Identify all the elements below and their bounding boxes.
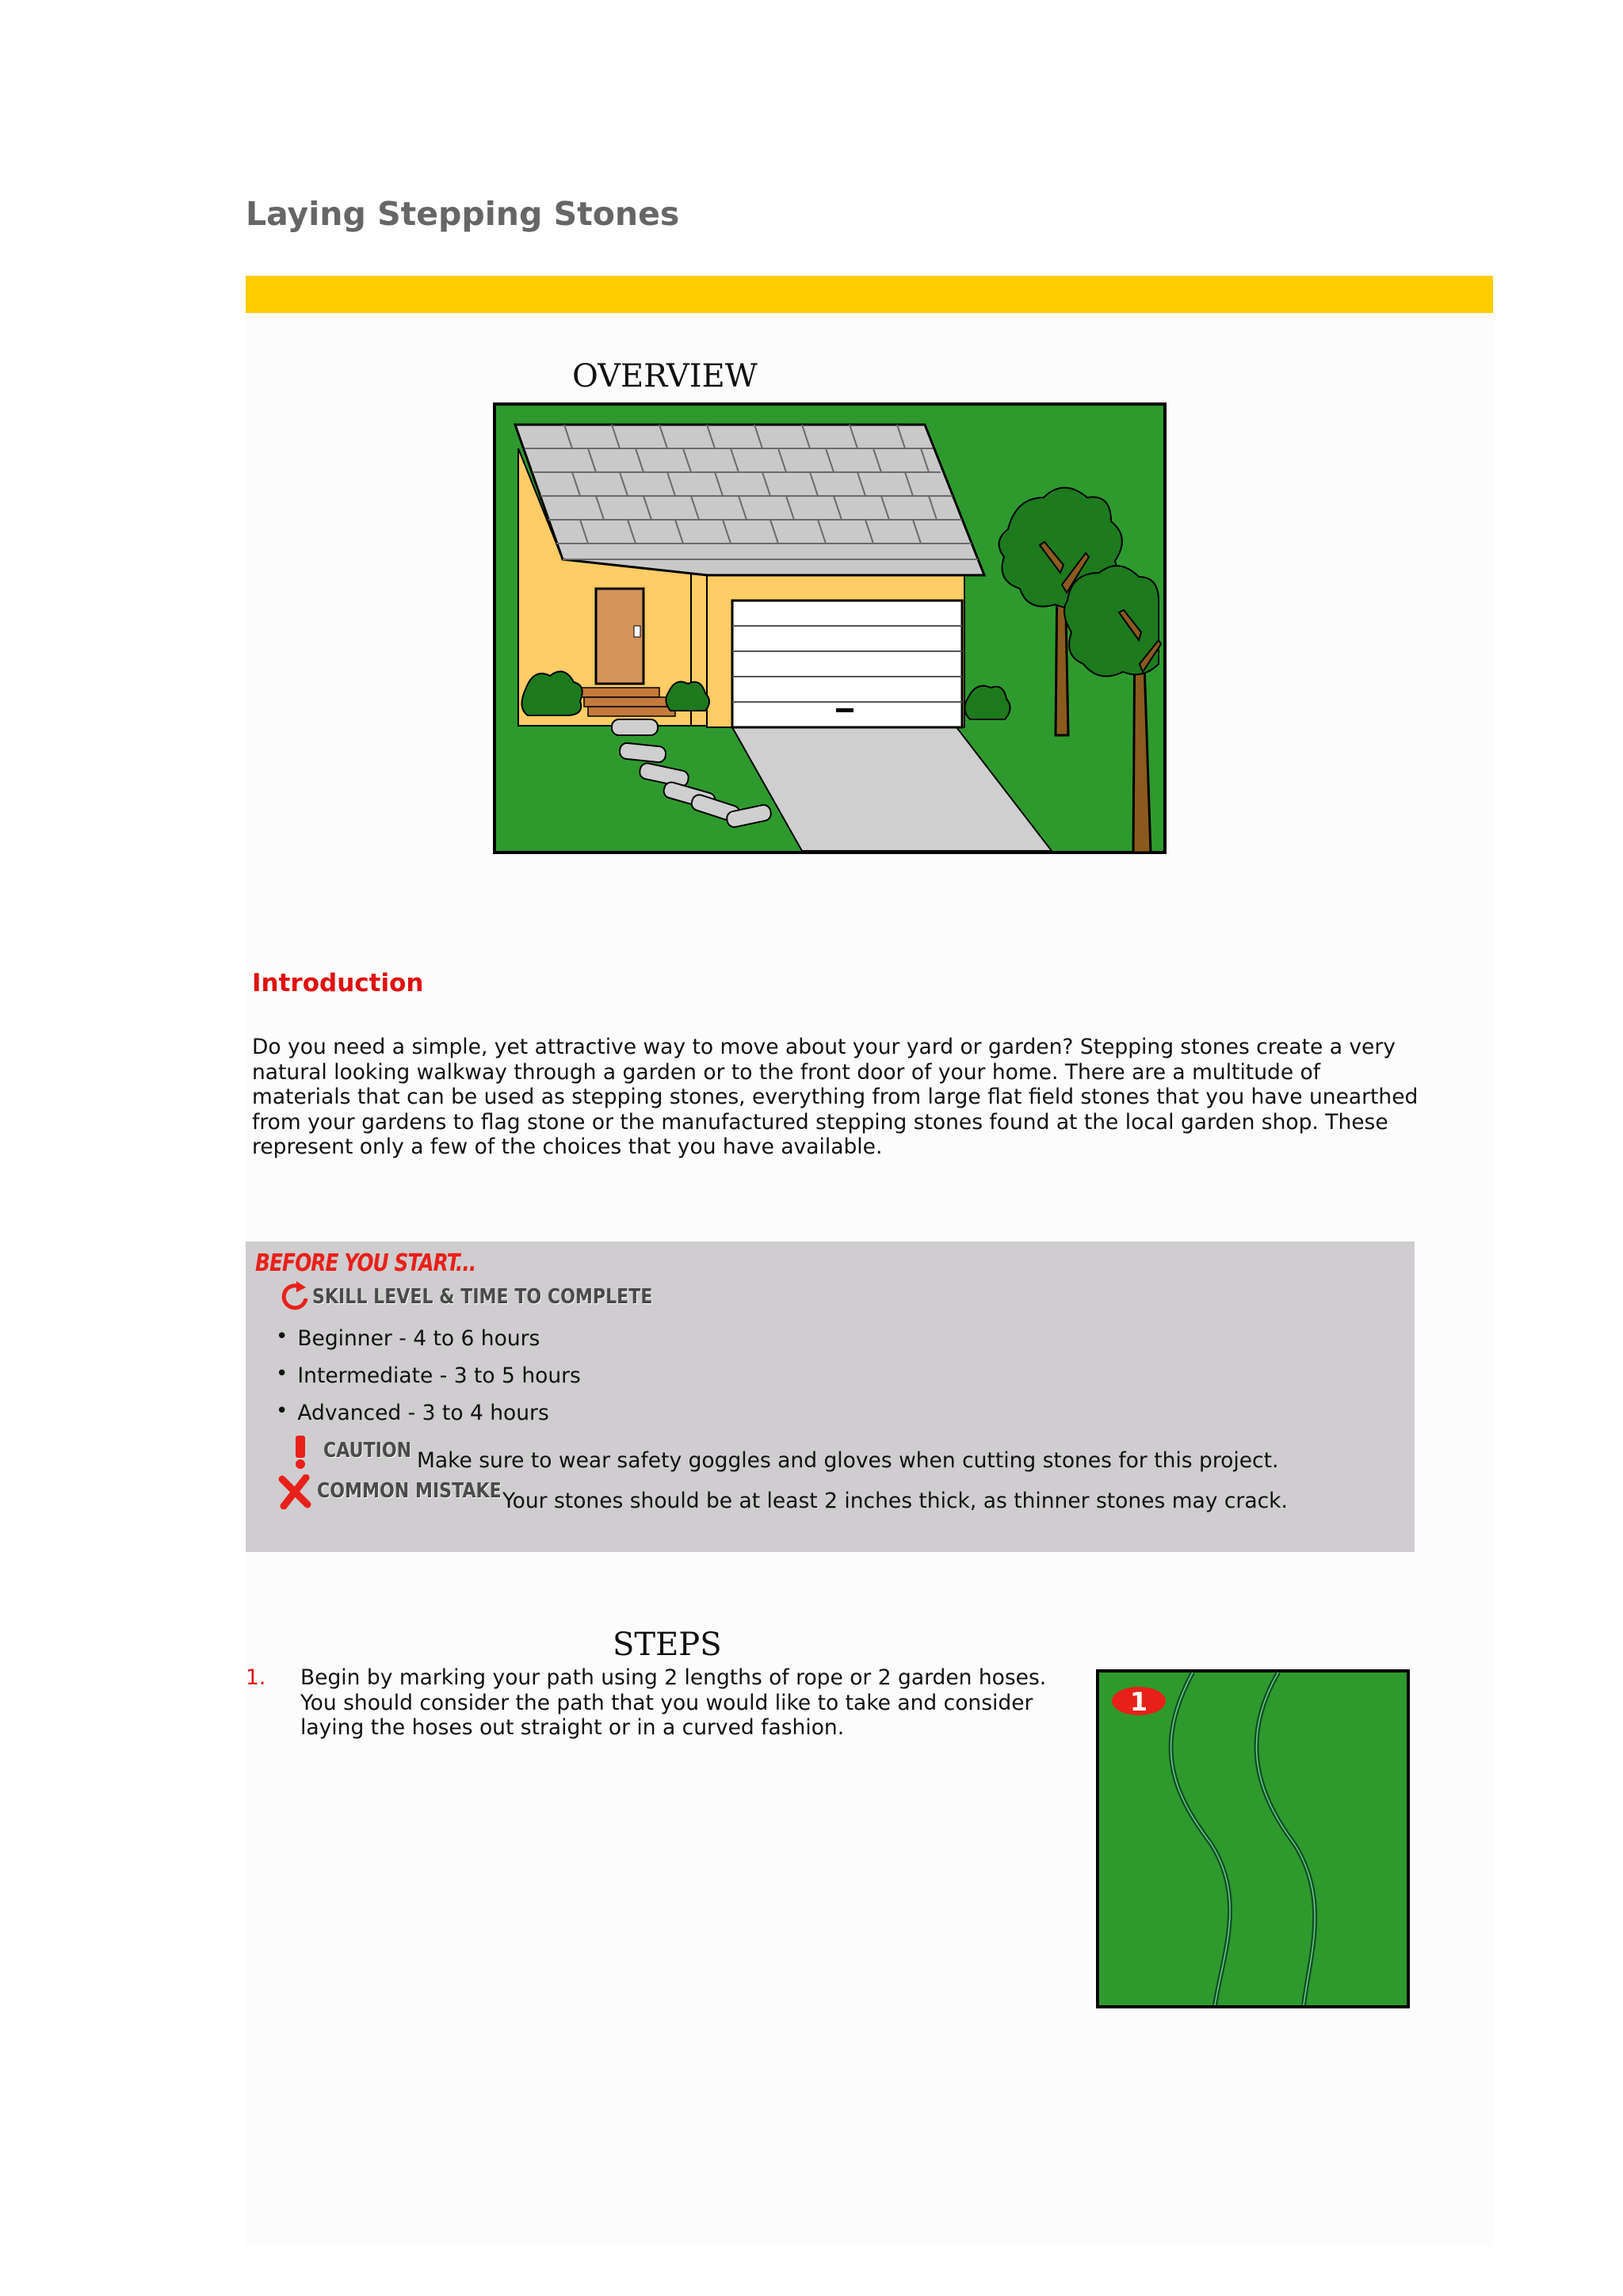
introduction-text: Do you need a simple, yet attractive way to move about your yard or garden? Stepping stones create a very natural looking walkway through a garden or to the front door of your home. There are a multitude of materials that can be used as stepping stones, everything from large flat field stones that you have unearthed from your gardens to flag stone or the manufactured stepping stones found at the local garden shop. These represent only a few of the choices that you have available. bbox=[252, 1035, 1419, 1159]
exclamation-icon bbox=[288, 1434, 312, 1470]
skill-level-list bbox=[276, 1326, 581, 1438]
caution-label: CAUTION bbox=[323, 1439, 412, 1463]
red-x-icon bbox=[277, 1474, 312, 1509]
step-badge-number: 1 bbox=[1129, 1687, 1148, 1717]
list-item bbox=[276, 1363, 581, 1401]
caution-note bbox=[277, 1434, 1278, 1473]
skill-level-advanced: Advanced - 3 to 4 hours bbox=[297, 1401, 549, 1425]
caution-text: Make sure to wear safety goggles and gloves when cutting stones for this project. bbox=[417, 1448, 1279, 1473]
step-1-text: Begin by marking your path using 2 lengths of rope or 2 garden hoses. You should consider the path that you would like to take and consider laying the hoses out straight or in a curved fashion. bbox=[300, 1665, 1047, 1740]
page-title: Laying Stepping Stones bbox=[246, 195, 680, 233]
before-you-start-title: BEFORE YOU START... bbox=[255, 1249, 476, 1277]
bullet-icon: • bbox=[276, 1399, 288, 1423]
list-item bbox=[276, 1326, 581, 1363]
introduction-heading: Introduction bbox=[252, 969, 424, 997]
bullet-icon: • bbox=[276, 1325, 288, 1348]
common-mistake-note bbox=[277, 1474, 1288, 1513]
skill-level-header bbox=[277, 1280, 712, 1314]
step-1-hoses-illustration bbox=[1096, 1669, 1410, 2008]
before-you-start-box bbox=[246, 1241, 1415, 1552]
bullet-icon: • bbox=[276, 1362, 288, 1386]
common-mistake-label: COMMON MISTAKE bbox=[317, 1479, 502, 1503]
common-mistake-text: Your stones should be at least 2 inches thick, as thinner stones may crack. bbox=[502, 1489, 1288, 1513]
skill-level-label: SKILL LEVEL & TIME TO COMPLETE bbox=[312, 1285, 653, 1309]
skill-level-intermediate: Intermediate - 3 to 5 hours bbox=[297, 1363, 581, 1388]
title-divider-bar bbox=[246, 276, 1493, 313]
list-item bbox=[276, 1401, 581, 1438]
overview-heading: OVERVIEW bbox=[572, 358, 758, 395]
refresh-arrow-icon bbox=[277, 1280, 312, 1314]
overview-house-illustration bbox=[493, 402, 1167, 854]
steps-heading: STEPS bbox=[613, 1627, 722, 1663]
skill-level-beginner: Beginner - 4 to 6 hours bbox=[297, 1326, 540, 1351]
step-1-number: 1. bbox=[246, 1665, 266, 1690]
